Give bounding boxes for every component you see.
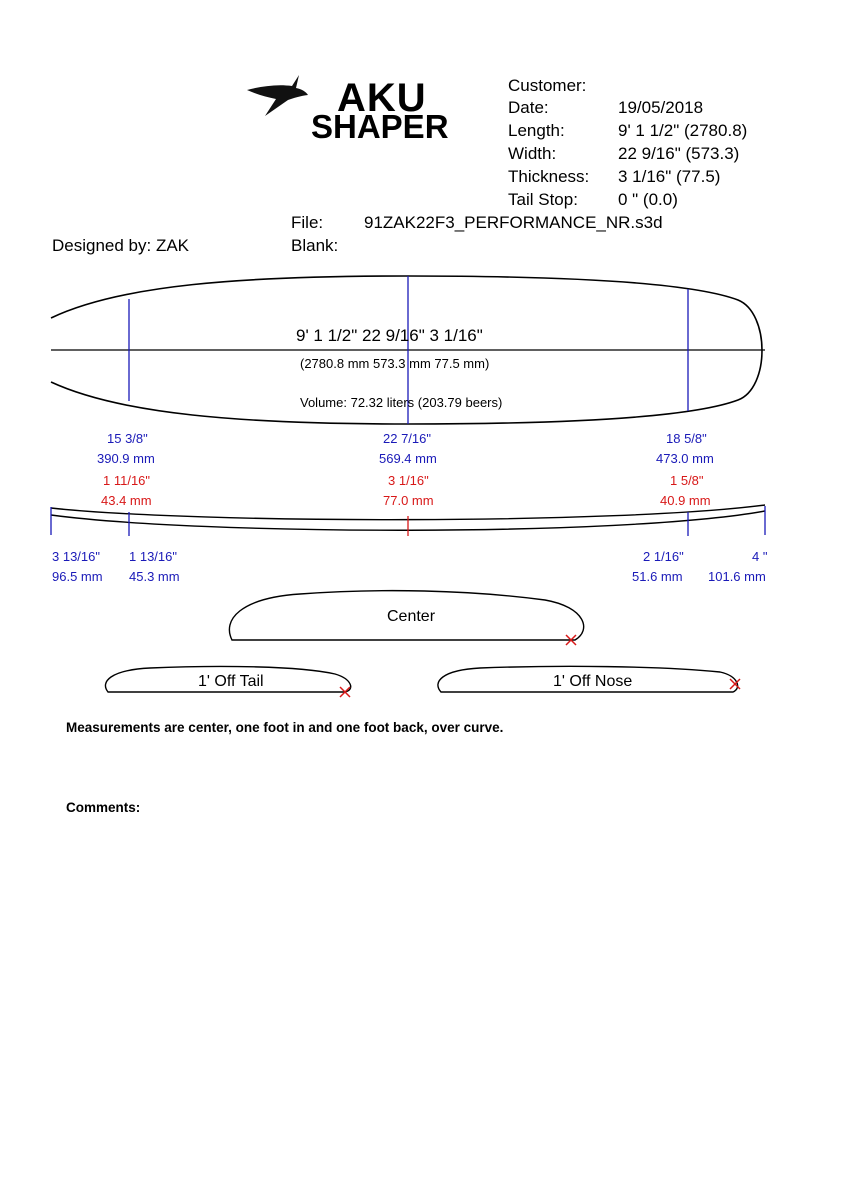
rocker-tail-metric: 96.5 mm bbox=[52, 569, 103, 584]
width-nose-metric: 473.0 mm bbox=[656, 451, 714, 466]
logo-aku-text: AKU bbox=[337, 76, 427, 120]
width-tail-imperial: 15 3/8" bbox=[107, 431, 148, 446]
section-center-label: Center bbox=[387, 608, 436, 625]
volume-text: Volume: 72.32 liters (203.79 beers) bbox=[300, 395, 503, 410]
thickness-value: 3 1/16" (77.5) bbox=[618, 167, 721, 186]
rocker-nose1ft-metric: 51.6 mm bbox=[632, 569, 683, 584]
rocker-nose1ft-imperial: 2 1/16" bbox=[643, 549, 684, 564]
customer-label: Customer: bbox=[508, 76, 587, 95]
width-label: Width: bbox=[508, 144, 557, 163]
width-center-imperial: 22 7/16" bbox=[383, 431, 431, 446]
thick-nose-metric: 40.9 mm bbox=[660, 493, 711, 508]
section-tail-label: 1' Off Tail bbox=[198, 673, 264, 690]
comments-label: Comments: bbox=[66, 800, 141, 815]
measurements-note: Measurements are center, one foot in and one foot back, over curve. bbox=[66, 720, 504, 735]
rocker-nose-imperial: 4 " bbox=[752, 549, 768, 564]
width-tail-metric: 390.9 mm bbox=[97, 451, 155, 466]
thick-tail-metric: 43.4 mm bbox=[101, 493, 152, 508]
thick-tail-imperial: 1 11/16" bbox=[103, 473, 151, 488]
file-value: 91ZAK22F3_PERFORMANCE_NR.s3d bbox=[364, 213, 663, 232]
rocker-tail1ft-metric: 45.3 mm bbox=[129, 569, 180, 584]
dims-imperial: 9' 1 1/2" 22 9/16" 3 1/16" bbox=[296, 326, 483, 345]
section-nose-label: 1' Off Nose bbox=[553, 673, 633, 690]
width-center-metric: 569.4 mm bbox=[379, 451, 437, 466]
width-value: 22 9/16" (573.3) bbox=[618, 144, 740, 163]
length-value: 9' 1 1/2" (2780.8) bbox=[618, 121, 748, 140]
rocker-nose-metric: 101.6 mm bbox=[708, 569, 766, 584]
thickness-label: Thickness: bbox=[508, 167, 590, 186]
tailstop-label: Tail Stop: bbox=[508, 190, 578, 209]
rocker-profile bbox=[51, 505, 765, 536]
length-label: Length: bbox=[508, 121, 565, 140]
thick-nose-imperial: 1 5/8" bbox=[670, 473, 704, 488]
blank-label: Blank: bbox=[291, 236, 339, 255]
bird-logo-icon bbox=[247, 75, 308, 116]
rocker-tail1ft-imperial: 1 13/16" bbox=[129, 549, 177, 564]
dims-metric: (2780.8 mm 573.3 mm 77.5 mm) bbox=[300, 356, 490, 371]
rocker-tail-imperial: 3 13/16" bbox=[52, 549, 100, 564]
logo-shaper-text: SHAPER bbox=[311, 108, 449, 145]
date-label: Date: bbox=[508, 98, 549, 117]
designer-text: Designed by: ZAK bbox=[52, 236, 190, 255]
thick-center-metric: 77.0 mm bbox=[383, 493, 434, 508]
tailstop-value: 0 " (0.0) bbox=[618, 190, 678, 209]
width-nose-imperial: 18 5/8" bbox=[666, 431, 707, 446]
thick-center-imperial: 3 1/16" bbox=[388, 473, 429, 488]
date-value: 19/05/2018 bbox=[618, 98, 704, 117]
file-label: File: bbox=[291, 213, 324, 232]
